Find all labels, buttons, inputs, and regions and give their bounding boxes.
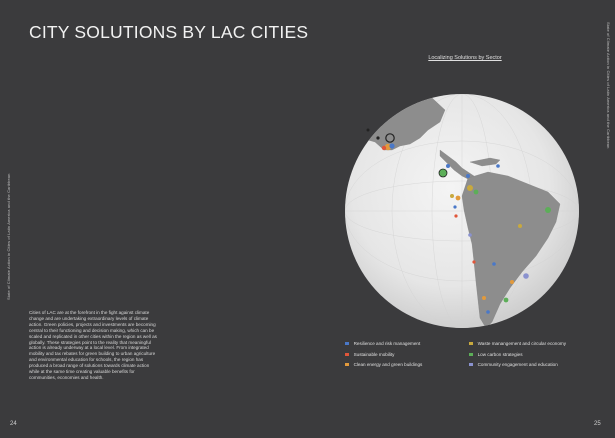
marker-brazil-ne	[545, 207, 551, 213]
legend-label: Sustainable mobility	[353, 352, 395, 357]
legend-label: Community engagement and education	[477, 362, 558, 367]
legend-swatch-mobility	[345, 353, 349, 357]
legend-item-clean-energy	[345, 362, 422, 367]
page-number-right: 25	[594, 421, 601, 427]
marker-peru-2	[472, 260, 475, 263]
page-title: CITY SOLUTIONS BY LAC CITIES	[29, 22, 309, 42]
map-title[interactable]: Localizing Solutions by Sector	[428, 55, 502, 61]
legend-swatch-resilience	[345, 342, 349, 346]
legend-item-resilience	[345, 341, 420, 346]
marker-cluster-mexico-3	[382, 146, 386, 150]
legend-item-mobility	[345, 352, 394, 357]
marker-orange-west	[456, 196, 461, 201]
marker-colombia-2	[474, 190, 479, 195]
marker-cluster-mexico-2	[389, 143, 394, 148]
marker-ecuador	[454, 214, 457, 217]
marker-argentina	[504, 298, 509, 303]
marker-colombia	[467, 185, 473, 191]
marker-pacific	[450, 194, 454, 198]
running-header-right: State of Climate Action in Cities of Latin America and the Caribbean	[606, 22, 611, 149]
legend-swatch-waste	[469, 342, 473, 346]
marker-brazil-s	[523, 273, 529, 279]
marker-pacific-2	[453, 205, 456, 208]
page-number-left: 24	[10, 421, 17, 427]
legend-swatch-clean-energy	[345, 363, 349, 367]
legend-swatch-community	[469, 363, 473, 367]
marker-baja	[367, 129, 370, 132]
running-header-left: State of Climate Action in Cities of Latin America and the Caribbean	[6, 173, 11, 300]
legend-item-community	[469, 362, 558, 367]
marker-mexico-small	[376, 136, 379, 139]
marker-caribbean-2	[496, 164, 500, 168]
marker-chile-2	[486, 310, 490, 314]
body-paragraph: Cities of LAC are at the forefront in the fight against climate change and are undertaking extraordinary levels of climate action. Green policies, projects and investments are becoming central to their functioning and decision making, which can be scaled and replicated in other cities within the region as well as globally. These strategies point to the reality that meaningful action is already underway at a local level. From integrated mobility and tax rebates for green building to urban agriculture and environmental education for schools, the region has produced a broad range of solutions towards climate action while at the same time creating valuable benefits for communities, economies and health.	[29, 310, 157, 380]
legend-item-low-carbon	[469, 352, 523, 357]
marker-bolivia	[492, 262, 496, 266]
marker-guatemala	[439, 169, 447, 177]
legend-item-waste	[469, 341, 566, 346]
marker-paraguay	[510, 280, 514, 284]
legend-label: Waste manangement and circular economy	[477, 341, 567, 346]
legend-label: Low carbon strategies	[477, 352, 523, 357]
marker-caribbean	[466, 174, 470, 178]
legend-label: Resilience and risk management	[353, 341, 421, 346]
legend-label: Clean energy and green buildings	[353, 362, 423, 367]
marker-chile	[482, 296, 486, 300]
marker-peru	[468, 233, 472, 237]
marker-central-america	[446, 164, 450, 168]
marker-brazil-e	[518, 224, 522, 228]
legend-swatch-low-carbon	[469, 353, 473, 357]
map-legend	[345, 341, 585, 373]
